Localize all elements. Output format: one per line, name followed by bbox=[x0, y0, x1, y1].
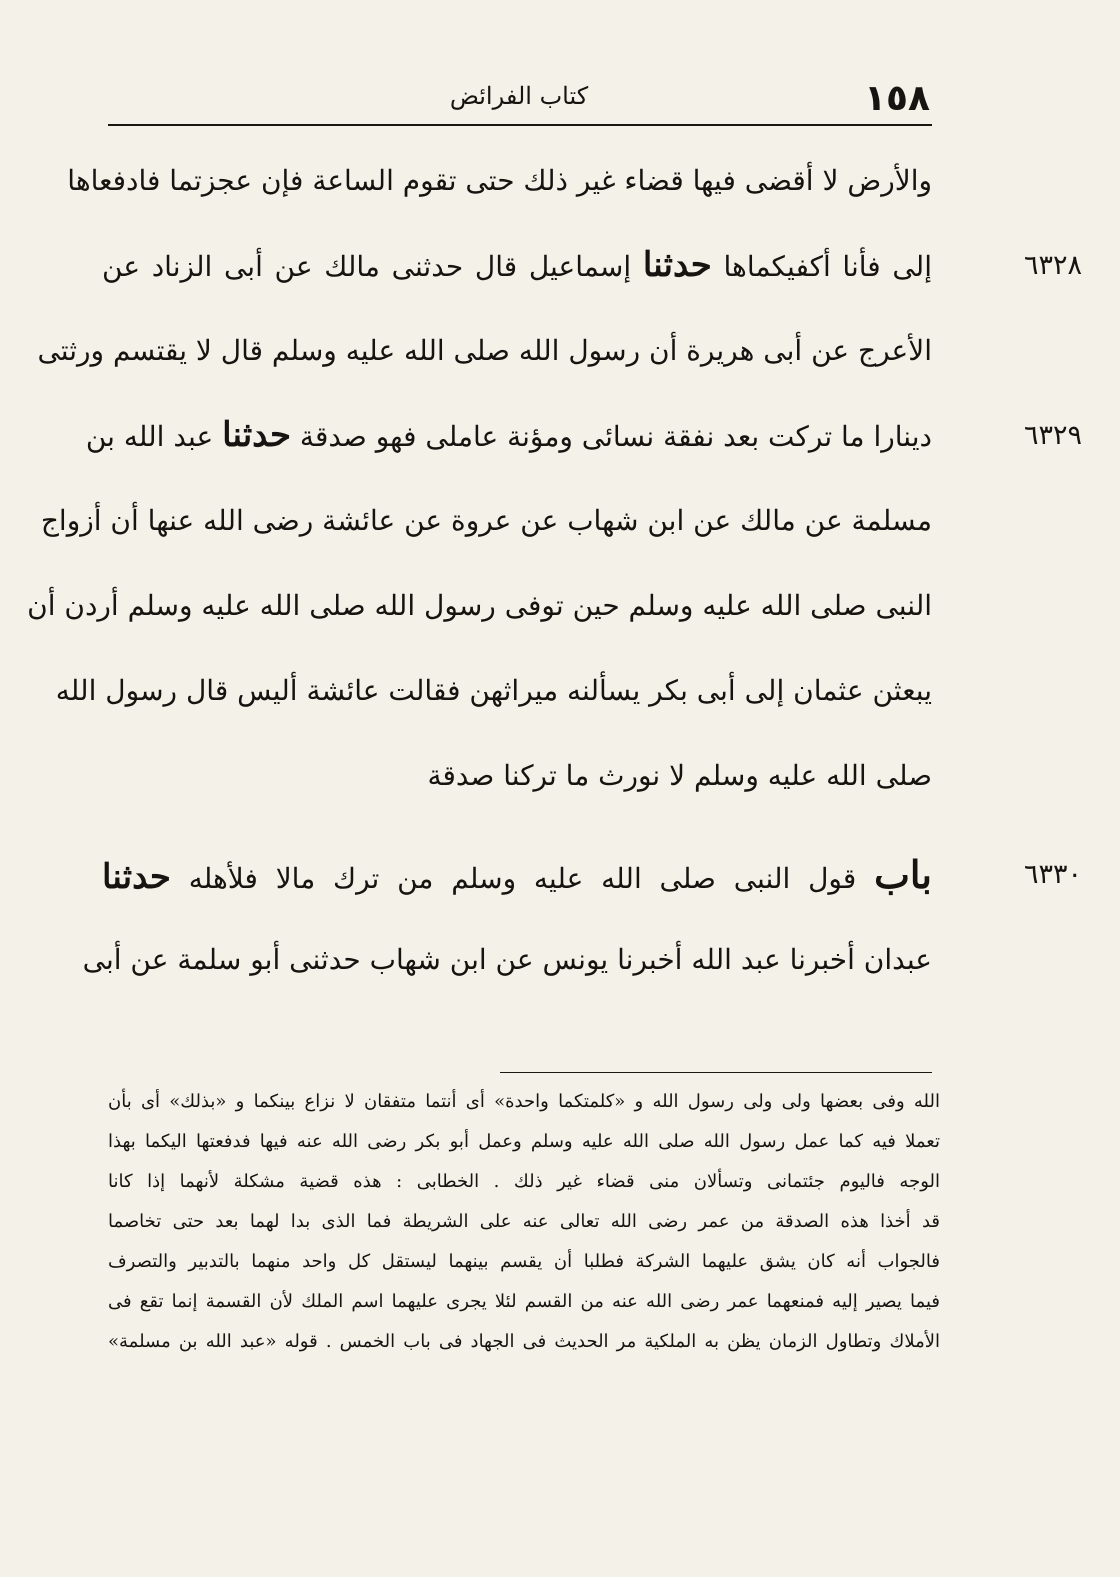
main-text bbox=[27, 138, 1083, 1002]
text-line bbox=[102, 223, 1083, 308]
text-line bbox=[82, 917, 932, 1002]
line-text: النبى صلى الله عليه وسلم حين توفى رسول الله صلى الله عليه وسلم أردن أن bbox=[27, 589, 932, 622]
running-title: كتاب الفرائض bbox=[449, 82, 589, 110]
page-number: ١٥٨ bbox=[864, 78, 930, 119]
text-line bbox=[40, 478, 932, 563]
header-rule bbox=[108, 124, 932, 126]
line-text: الأعرج عن أبى هريرة أن رسول الله صلى الله عليه وسلم قال لا يقتسم ورثتى bbox=[37, 334, 932, 367]
text-line bbox=[37, 308, 932, 393]
narration-keyword: حدثنا bbox=[102, 857, 171, 897]
line-text: دينارا ما تركت بعد نفقة نسائى ومؤنة عاملى فهو صدقة حدثنا عبد الله بن bbox=[85, 415, 932, 455]
line-text: باب قول النبى صلى الله عليه وسلم من ترك مالا فلأهله حدثنا bbox=[102, 852, 932, 897]
text-line bbox=[85, 393, 1083, 478]
line-text: يبعثن عثمان إلى أبى بكر يسألنه ميراثهن فقالت عائشة أليس قال رسول الله bbox=[55, 674, 932, 707]
footnote-line: فالجواب أنه كان يشق عليهما الشركة فطلبا أن يقسم بينهما ليستقل كل واحد منهما بالتدبير والتصرف bbox=[108, 1251, 940, 1272]
line-text: إلى فأنا أكفيكماها حدثنا إسماعيل قال حدثنى مالك عن أبى الزناد عن bbox=[102, 245, 932, 285]
footnote-line: الوجه فاليوم جئتمانى وتسألان منى قضاء غير ذلك . الخطابى : هذه قضية مشكلة لأنهما إذا كانا bbox=[108, 1171, 940, 1192]
footnote-line: الأملاك وتطاول الزمان يظن به الملكية مر الحديث فى الجهاد فى باب الخمس . قوله «عبد الله بن مسلمة» bbox=[108, 1331, 940, 1352]
hadith-number: ٦٣٢٨ bbox=[1024, 250, 1083, 281]
footnote-line: قد أخذا هذه الصدقة من عمر رضى الله تعالى عنه على الشريطة فما الذى بدا لهما بعد حتى تخاصما bbox=[108, 1211, 940, 1232]
footnotes bbox=[108, 1082, 940, 1362]
footnote-line: الله وفى بعضها ولى ولى رسول الله و «كلمتكما واحدة» أى أنتما متفقان لا نزاع بينكما و «بذلك» أى بأن bbox=[108, 1091, 940, 1112]
chapter-keyword: باب bbox=[874, 852, 932, 897]
page-header bbox=[108, 78, 930, 126]
text-line bbox=[55, 648, 932, 733]
footnote-rule bbox=[500, 1072, 932, 1073]
narration-keyword: حدثنا bbox=[222, 415, 292, 455]
text-line bbox=[102, 832, 1083, 917]
line-text: والأرض لا أقضى فيها قضاء غير ذلك حتى تقوم الساعة فإن عجزتما فادفعاها bbox=[67, 164, 932, 197]
narration-keyword: حدثنا bbox=[642, 245, 712, 285]
text-line bbox=[102, 733, 932, 818]
footnote-line: فيما يصير إليه فمنعهما عمر رضى الله عنه من القسم لئلا يجرى عليهما اسم الملك لأن القسمة إنما تقع فى bbox=[108, 1291, 940, 1312]
hadith-number: ٦٣٣٠ bbox=[1024, 859, 1083, 890]
line-text: عبدان أخبرنا عبد الله أخبرنا يونس عن ابن شهاب حدثنى أبو سلمة عن أبى bbox=[82, 943, 932, 976]
line-text: صلى الله عليه وسلم لا نورث ما تركنا صدقة bbox=[427, 759, 932, 792]
hadith-number: ٦٣٢٩ bbox=[1024, 420, 1083, 451]
line-text: مسلمة عن مالك عن ابن شهاب عن عروة عن عائشة رضى الله عنها أن أزواج bbox=[40, 504, 932, 537]
text-line bbox=[67, 138, 932, 223]
footnote-line: تعملا فيه كما عمل رسول الله صلى الله عليه وسلم وعمل أبو بكر رضى الله عنه فيها فدفعتها اليكما بهذا bbox=[108, 1131, 940, 1152]
text-line bbox=[27, 563, 932, 648]
